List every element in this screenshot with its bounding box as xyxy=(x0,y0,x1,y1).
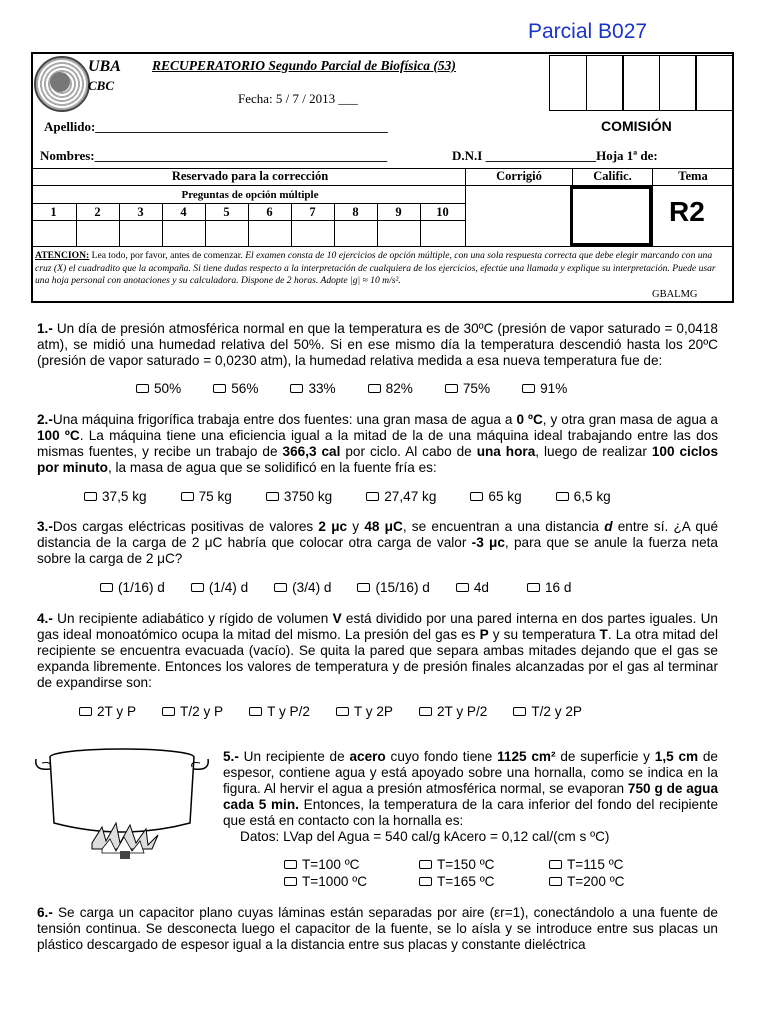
option-label: 27,47 kg xyxy=(384,489,437,504)
q-text: . La máquina tiene una eficiencia igual a la mitad de la de una máquina ideal trabajando entre las dos mismas fuentes, y recibe un trabajo de xyxy=(37,428,718,459)
answer-cell[interactable] xyxy=(377,221,420,246)
exam-code: GBALMG xyxy=(652,289,698,300)
grade-box[interactable] xyxy=(622,55,660,111)
q-text: Una máquina frigorífica trabaja entre dos fuentes: una gran masa de agua a xyxy=(52,412,517,427)
q-number: 3.- xyxy=(37,519,53,534)
option-label: T/2 y 2P xyxy=(531,704,582,719)
answer-option[interactable] xyxy=(527,580,571,595)
answer-option[interactable] xyxy=(368,381,413,396)
answer-option[interactable] xyxy=(100,580,165,595)
answer-option[interactable] xyxy=(522,381,567,396)
answer-number: 5 xyxy=(223,205,230,219)
q-bold: 100 ciclos por minuto xyxy=(37,444,719,475)
q-number: 6.- xyxy=(37,905,53,920)
q-text: Se carga un capacitor plano cuyas láminas están separadas por aire (εr=1), conectándolo a una fuente de tensión continua. Se desconecta luego el capacitor de la fuente, se lo aísla y se introduce entre sus placas un plástico descargado de espesor igual a la distancia entre sus placas y constante dieléctrica xyxy=(37,905,718,952)
checkbox-icon[interactable] xyxy=(336,707,349,716)
checkbox-icon[interactable] xyxy=(470,492,483,501)
cbc-label: CBC xyxy=(88,78,115,93)
q-text: Un recipiente adiabático y rígido de volumen xyxy=(52,611,333,626)
q-text: de superficie y xyxy=(555,749,655,764)
answer-number: 10 xyxy=(436,205,449,219)
option-label: 50% xyxy=(154,381,182,396)
q-bold: -3 μc xyxy=(471,535,505,550)
question-3 xyxy=(37,519,718,567)
q-bold: d xyxy=(604,519,613,534)
q-bold: T xyxy=(599,627,608,642)
option-label: (3/4) d xyxy=(292,580,332,595)
answer-cell[interactable] xyxy=(31,221,76,246)
reservado-header: Reservado para la corrección xyxy=(171,169,329,183)
q-text: Entonces, la temperatura de la cara inferior del fondo del recipiente que está en contacto con la hornalla es: xyxy=(223,797,719,828)
answer-option[interactable] xyxy=(513,704,582,719)
checkbox-icon[interactable] xyxy=(100,583,113,592)
q-text: , y otra gran masa de agua a xyxy=(542,412,718,427)
answer-option[interactable] xyxy=(84,489,147,504)
option-label: T y 2P xyxy=(353,704,393,719)
q-text: Un recipiente de xyxy=(238,749,350,764)
option-label: 75 kg xyxy=(198,489,232,504)
q-text: por ciclo. Al cabo de xyxy=(340,444,477,459)
checkbox-icon[interactable] xyxy=(191,583,204,592)
checkbox-icon[interactable] xyxy=(84,492,97,501)
answer-option[interactable] xyxy=(249,704,310,719)
q5-datos: Datos: LVap del Agua = 540 cal/g kAcero = 0,12 cal/(cm s ºC) xyxy=(240,829,610,844)
answer-option[interactable] xyxy=(357,580,429,595)
tema-header: Tema xyxy=(678,169,708,183)
q-text: y su temperatura xyxy=(488,627,600,642)
checkbox-icon[interactable] xyxy=(527,583,540,592)
q-bold: 2 μc xyxy=(318,519,348,534)
checkbox-icon[interactable] xyxy=(366,492,379,501)
checkbox-icon[interactable] xyxy=(213,384,226,393)
q4-options xyxy=(79,704,582,719)
option-label: 2T y P xyxy=(97,704,137,719)
option-label: T=165 ºC xyxy=(437,874,495,889)
grade-boxes xyxy=(549,55,732,111)
answer-option[interactable] xyxy=(419,857,494,872)
checkbox-icon[interactable] xyxy=(79,707,92,716)
q2-options xyxy=(84,489,611,504)
question-2 xyxy=(37,412,718,476)
comision-label: COMISIÓN xyxy=(601,118,672,134)
checkbox-icon[interactable] xyxy=(549,860,562,869)
option-label: 65 kg xyxy=(488,489,522,504)
answer-cell[interactable] xyxy=(205,221,248,246)
divider xyxy=(31,246,734,247)
question-6 xyxy=(37,905,718,953)
grade-box[interactable] xyxy=(659,55,697,111)
option-label: 91% xyxy=(540,381,568,396)
q-text: , para que se anule la fuerza neta sobre la carga de 2 μC? xyxy=(37,535,718,566)
checkbox-icon[interactable] xyxy=(445,384,458,393)
answer-option[interactable] xyxy=(336,704,393,719)
exam-date: Fecha: 5 / 7 / 2013 ___ xyxy=(238,91,358,106)
q-bold: 1125 cm² xyxy=(497,749,556,764)
answer-option[interactable] xyxy=(79,704,136,719)
answer-option[interactable] xyxy=(266,489,332,504)
checkbox-icon[interactable] xyxy=(419,860,432,869)
answer-number: 6 xyxy=(266,205,273,219)
option-label: 4d xyxy=(473,580,489,595)
checkbox-icon[interactable] xyxy=(290,384,303,393)
option-label: T/2 y P xyxy=(180,704,224,719)
uba-seal-logo xyxy=(34,56,90,112)
option-label: (1/4) d xyxy=(208,580,249,595)
option-label: 37,5 kg xyxy=(102,489,147,504)
answer-cell[interactable] xyxy=(334,221,377,246)
answer-cell[interactable] xyxy=(76,221,119,246)
checkbox-icon[interactable] xyxy=(549,877,562,886)
checkbox-icon[interactable] xyxy=(368,384,381,393)
calific-box[interactable] xyxy=(570,186,652,246)
checkbox-icon[interactable] xyxy=(284,877,297,886)
q-text: , luego de realizar xyxy=(535,444,652,459)
checkbox-icon[interactable] xyxy=(249,707,262,716)
answer-number: 9 xyxy=(395,205,402,219)
nombres-field[interactable]: Nombres:_____________________________________________ xyxy=(40,148,388,163)
grade-box[interactable] xyxy=(586,55,624,111)
option-label: (15/16) d xyxy=(375,580,430,595)
answer-option[interactable] xyxy=(191,580,248,595)
q-bold: 100 ºC xyxy=(37,428,80,443)
q-text: cuyo fondo tiene xyxy=(385,749,498,764)
preguntas-label: Preguntas de opción múltiple xyxy=(181,189,319,201)
answer-number: 8 xyxy=(352,205,359,219)
checkbox-icon[interactable] xyxy=(556,492,569,501)
option-label: T=100 ºC xyxy=(302,857,360,872)
atencion-label: ATENCION: xyxy=(35,250,90,261)
q1-options xyxy=(136,381,567,396)
q-bold: 750 g de agua cada 5 min. xyxy=(223,781,719,812)
answer-option[interactable] xyxy=(284,874,367,889)
exam-title: RECUPERATORIO Segundo Parcial de Biofísica (53) xyxy=(152,58,456,73)
q-number: 2.- xyxy=(37,412,53,427)
checkbox-icon[interactable] xyxy=(136,384,149,393)
checkbox-icon[interactable] xyxy=(274,583,287,592)
answer-option[interactable] xyxy=(419,874,494,889)
checkbox-icon[interactable] xyxy=(419,877,432,886)
q-text: entre sí. ¿A qué distancia de la carga de 2 μC habría que colocar otra carga de valor xyxy=(37,519,719,550)
answer-option[interactable] xyxy=(181,489,232,504)
pot-on-burner-figure xyxy=(32,743,210,863)
q-bold: V xyxy=(332,611,342,626)
answer-number: 1 xyxy=(50,205,57,219)
option-label: T=115 ºC xyxy=(567,857,624,872)
atencion-plain: Lea todo, por favor, antes de comenzar. xyxy=(89,250,243,261)
checkbox-icon[interactable] xyxy=(419,707,432,716)
q3-options xyxy=(100,580,571,595)
q-number: 5.- xyxy=(223,749,239,764)
q-text: . La otra mitad del recipiente se encuentra evacuada (vacío). Se quita la pared que separa ambas mitades dejando que el gas se expanda libremente. Entonces los valores de temperatura y de presión finales alcanzadas por el gas al terminar de expandirse son: xyxy=(37,627,718,690)
checkbox-icon[interactable] xyxy=(456,583,469,592)
answer-number: 3 xyxy=(137,205,144,219)
answer-cell[interactable] xyxy=(162,221,205,246)
apellido-field[interactable]: Apellido:_____________________________________________ xyxy=(44,119,388,134)
q-text: está dividido por una pared interna en dos partes iguales. Un gas ideal monoatómico ocupa la mitad del mismo. La presión del gas es xyxy=(37,611,718,642)
answer-option[interactable] xyxy=(284,857,359,872)
answer-option[interactable] xyxy=(445,381,490,396)
option-label: 2T y P/2 xyxy=(436,704,488,719)
answer-cell[interactable] xyxy=(248,221,291,246)
q-bold: 0 ºC xyxy=(516,412,543,427)
checkbox-icon[interactable] xyxy=(522,384,535,393)
q-number: 4.- xyxy=(37,611,53,626)
answer-cell[interactable] xyxy=(291,221,334,246)
answer-option[interactable] xyxy=(213,381,258,396)
q-text: de espesor, contiene agua y está apoyado sobre una hornalla, como se indica en la figura. Al hervir el agua a presión atmosférica normal, se evaporan xyxy=(223,749,718,796)
calific-header: Calific. xyxy=(593,169,632,183)
question-5 xyxy=(223,749,718,829)
answer-option[interactable] xyxy=(456,580,489,595)
q-bold: P xyxy=(479,627,489,642)
answer-option[interactable] xyxy=(162,704,223,719)
checkbox-icon[interactable] xyxy=(284,860,297,869)
atencion-instructions: El examen consta de 10 ejercicios de opción múltiple, con una sola respuesta correcta que debe elegir marcando con una cruz (X) el cuadradito que la acompaña. Si tiene dudas respecto a la interpretación de cualquiera de los ejercicios, efectúe una llamada y explique su interpretación. Puede usar una hoja personal con anotaciones y su calculadora. Dispone de 2 horas. Adopte |g| ≈ 10 m/s². xyxy=(35,250,716,287)
option-label: 82% xyxy=(385,381,413,396)
option-label: 16 d xyxy=(545,580,572,595)
q-number: 1.- xyxy=(37,321,53,336)
atencion-notice xyxy=(35,250,731,288)
option-label: T=200 ºC xyxy=(567,874,625,889)
answer-option[interactable] xyxy=(366,489,436,504)
q-text: Dos cargas eléctricas positivas de valores xyxy=(52,519,319,534)
dni-field[interactable]: D.N.I _________________Hoja 1ª de: xyxy=(452,148,658,163)
option-label: T=1000 ºC xyxy=(302,874,368,889)
answer-option[interactable] xyxy=(274,580,331,595)
answer-cell[interactable] xyxy=(420,221,465,246)
question-4 xyxy=(37,611,718,691)
option-label: T y P/2 xyxy=(267,704,310,719)
answer-option[interactable] xyxy=(556,489,611,504)
q-bold: una hora xyxy=(476,444,536,459)
option-label: 3750 kg xyxy=(283,489,333,504)
option-label: (1/16) d xyxy=(118,580,165,595)
checkbox-icon[interactable] xyxy=(162,707,175,716)
q-bold: 1,5 cm xyxy=(654,749,699,764)
tema-value: R2 xyxy=(669,196,705,227)
option-label: 56% xyxy=(231,381,259,396)
option-label: 6,5 kg xyxy=(573,489,611,504)
uba-label: UBA xyxy=(88,58,121,75)
checkbox-icon[interactable] xyxy=(181,492,194,501)
corrigio-header: Corrigió xyxy=(496,169,542,183)
q-text: y xyxy=(347,519,365,534)
question-1 xyxy=(37,321,718,369)
answer-cell[interactable] xyxy=(119,221,162,246)
q-text: Un día de presión atmosférica normal en que la temperatura es de 30ºC (presión de vapor saturado = 0,0418 atm), se midió una humedad relativa del 50%. Si en ese mismo día la temperatura descendió hasta los 20ºC (presión de vapor saturado = 0,0230 atm), la humedad relativa medida a esa nueva temperatura fue de: xyxy=(37,321,718,368)
q-text: , se encuentran a una distancia xyxy=(402,519,605,534)
checkbox-icon[interactable] xyxy=(266,492,279,501)
answer-option[interactable] xyxy=(470,489,521,504)
option-label: T=150 ºC xyxy=(437,857,495,872)
answer-option[interactable] xyxy=(290,381,335,396)
q-bold: acero xyxy=(349,749,386,764)
answer-option[interactable] xyxy=(549,857,623,872)
grade-box[interactable] xyxy=(549,55,587,111)
q-text: , la masa de agua que se solidificó en la fuente fría es: xyxy=(107,460,437,475)
answer-option[interactable] xyxy=(549,874,624,889)
grade-box[interactable] xyxy=(695,55,733,111)
checkbox-icon[interactable] xyxy=(357,583,370,592)
checkbox-icon[interactable] xyxy=(513,707,526,716)
option-label: 75% xyxy=(462,381,491,396)
answer-number: 2 xyxy=(94,205,101,219)
answer-option[interactable] xyxy=(419,704,487,719)
q-bold: 366,3 cal xyxy=(282,444,341,459)
q-bold: 48 μC xyxy=(364,519,403,534)
answer-option[interactable] xyxy=(136,381,181,396)
answer-number: 4 xyxy=(180,205,187,219)
answer-number: 7 xyxy=(309,205,316,219)
option-label: 33% xyxy=(308,381,336,396)
parcial-code: Parcial B027 xyxy=(528,20,648,43)
